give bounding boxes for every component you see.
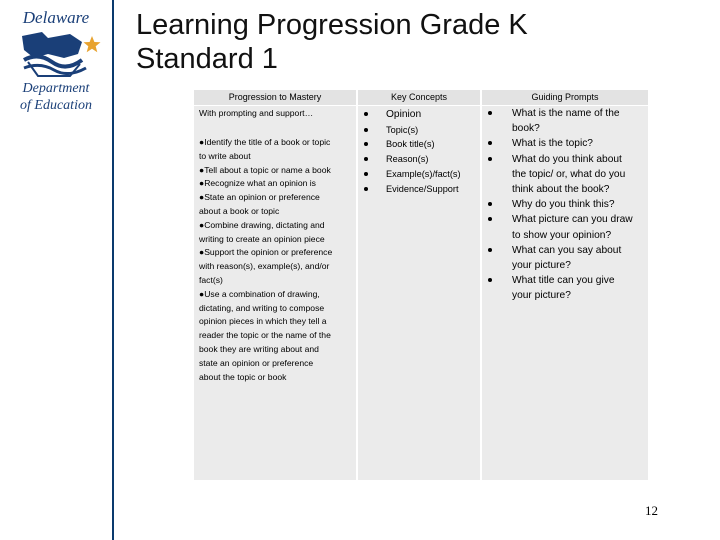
- guiding-prompt-line: What do you think about: [512, 153, 622, 165]
- sidebar: [0, 0, 114, 540]
- key-concept-item: [358, 182, 480, 197]
- guiding-prompt-item: [482, 136, 648, 151]
- mastery-line: opinion pieces in which they tell a: [199, 316, 327, 327]
- bullet-icon: [488, 248, 492, 252]
- key-concepts-header: Key Concepts: [358, 90, 480, 106]
- guiding-prompt-line: to show your opinion?: [512, 229, 612, 241]
- key-concept-text: Opinion: [386, 109, 422, 120]
- bullet-icon: [488, 111, 492, 115]
- guiding-prompt-line: What picture can you draw: [512, 214, 633, 226]
- bullet-icon: [488, 141, 492, 145]
- guiding-prompt-item: [482, 152, 648, 198]
- logo-delaware-text: Delaware: [22, 8, 90, 27]
- logo-of-education-text: of Education: [20, 98, 92, 113]
- bullet-icon: [488, 278, 492, 282]
- key-concept-item: [358, 137, 480, 152]
- bullet-icon: [364, 112, 368, 116]
- learning-progression-table: [194, 90, 648, 480]
- mastery-line: about the topic or book: [199, 371, 287, 382]
- mastery-line: about a book or topic: [199, 205, 280, 216]
- key-concept-text: Book title(s): [386, 139, 435, 150]
- key-concepts-column: [358, 90, 480, 480]
- mastery-line: ●Tell about a topic or name a book: [199, 164, 331, 175]
- mastery-line: ●Combine drawing, dictating and: [199, 219, 325, 230]
- bullet-icon: [364, 157, 368, 161]
- page-title-line-1: Learning Progression Grade K: [136, 9, 528, 41]
- key-concept-text: Topic(s): [386, 124, 419, 135]
- progression-header: Progression to Mastery: [194, 90, 356, 106]
- guiding-prompts-header: Guiding Prompts: [482, 90, 648, 106]
- guiding-prompt-line: What is the name of the: [512, 108, 620, 119]
- delaware-doe-logo: [8, 6, 104, 114]
- guiding-prompt-line: What title can you give: [512, 275, 615, 287]
- mastery-line: fact(s): [199, 274, 223, 285]
- guiding-prompt-line: book?: [512, 123, 540, 135]
- mastery-line: reader the topic or the name of the: [199, 330, 331, 341]
- mastery-line: ●Recognize what an opinion is: [199, 178, 316, 189]
- page-title: [136, 8, 696, 76]
- bullet-icon: [364, 142, 368, 146]
- key-concept-item: [358, 167, 480, 182]
- progression-column: [194, 90, 356, 480]
- page-number: 12: [645, 503, 658, 518]
- mastery-line: state an opinion or preference: [199, 357, 314, 368]
- guiding-prompts-column: [482, 90, 648, 480]
- bullet-icon: [488, 202, 492, 206]
- bullet-icon: [364, 187, 368, 191]
- guiding-prompt-line: What can you say about: [512, 244, 622, 256]
- guiding-prompt-line: Why do you think this?: [512, 199, 615, 211]
- guiding-prompt-item: [482, 243, 648, 273]
- mastery-list: [199, 136, 351, 384]
- mastery-line: ●Use a combination of drawing,: [199, 288, 320, 299]
- mastery-line: ●Identify the title of a book or topic: [199, 137, 331, 147]
- mastery-intro: With prompting and support…: [199, 108, 314, 118]
- mastery-line: with reason(s), example(s), and/or: [199, 261, 330, 272]
- guiding-prompt-item: [482, 106, 648, 136]
- guiding-prompt-line: What is the topic?: [512, 138, 593, 150]
- key-concept-item: [358, 107, 480, 123]
- mastery-line: book they are writing about and: [199, 343, 319, 354]
- guiding-prompt-line: your picture?: [512, 260, 571, 272]
- mastery-line: ●Support the opinion or preference: [199, 247, 333, 258]
- key-concepts-list: [358, 107, 480, 196]
- bullet-icon: [364, 128, 368, 132]
- guiding-prompt-item: [482, 273, 648, 303]
- guiding-prompt-line: the topic/ or, what do you: [512, 168, 626, 180]
- mastery-line: dictating, and writing to compose: [199, 302, 325, 313]
- guiding-prompt-item: [482, 197, 648, 212]
- page-title-line-2: Standard 1: [136, 43, 278, 75]
- mastery-line: ●State an opinion or preference: [199, 192, 320, 203]
- guiding-prompt-item: [482, 212, 648, 242]
- key-concept-item: [358, 123, 480, 138]
- bullet-icon: [488, 217, 492, 221]
- key-concept-text: Evidence/Support: [386, 183, 459, 194]
- logo-department-text: Department: [22, 81, 90, 96]
- bullet-icon: [364, 172, 368, 176]
- key-concept-text: Reason(s): [386, 154, 429, 165]
- guiding-prompts-list: [482, 106, 648, 304]
- key-concept-item: [358, 152, 480, 167]
- bullet-icon: [488, 157, 492, 161]
- guiding-prompt-line: think about the book?: [512, 184, 610, 196]
- mastery-line: to write about: [199, 150, 251, 161]
- mastery-line: writing to create an opinion piece: [199, 233, 325, 244]
- guiding-prompt-line: your picture?: [512, 290, 571, 302]
- key-concept-text: Example(s)/fact(s): [386, 168, 461, 179]
